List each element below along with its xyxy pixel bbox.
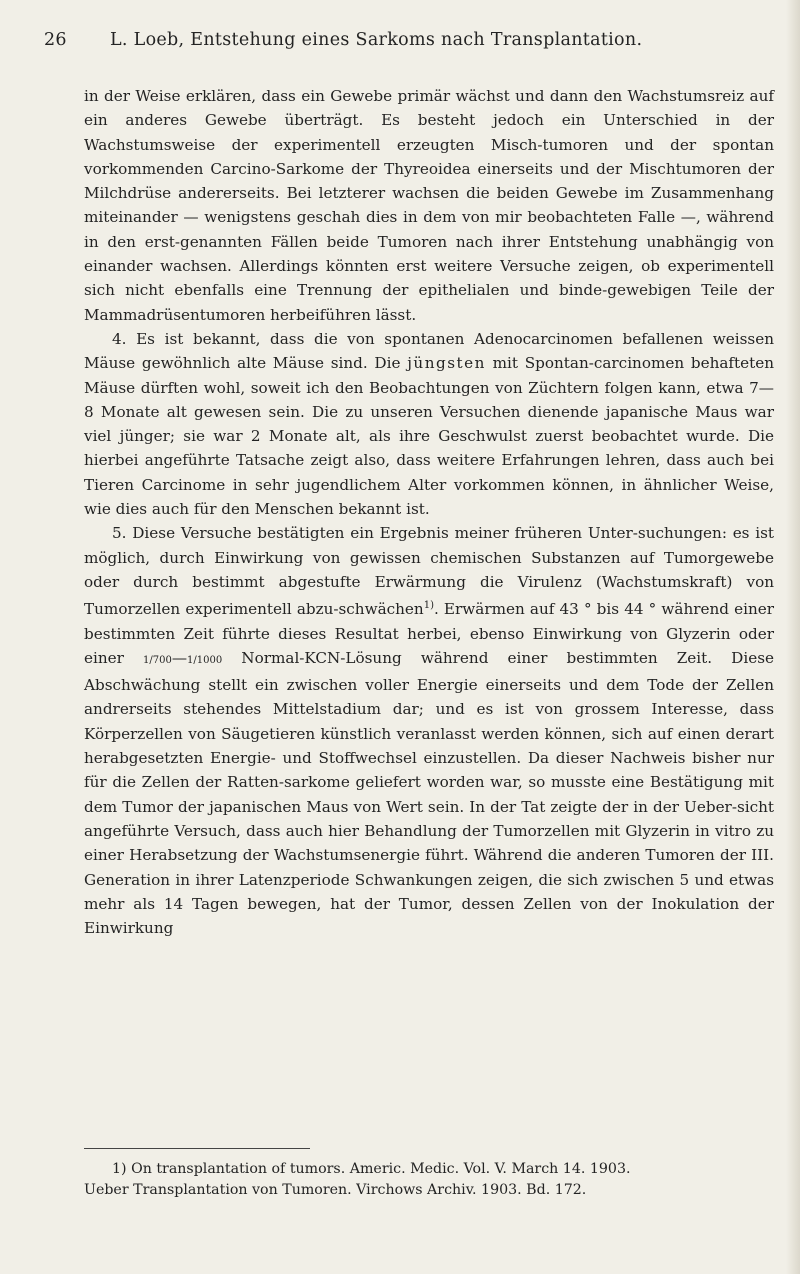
footnote-reference: 1) (423, 600, 434, 612)
page-number: 26 (44, 30, 67, 50)
running-header (44, 30, 764, 60)
page-edge-shadow (786, 0, 800, 1274)
emphasis-spaced: jüngsten (407, 354, 486, 373)
paragraph-2 (84, 327, 774, 521)
paragraph-3-part1: 5. Diese Versuche bestätigten ein Ergebnis meiner früheren Unter-suchungen: es ist möglich, durch Einwirkung von gewissen chemischen Substanzen auf Tumorgewebe oder durch bestimmt abgestufte Erwärmung die Virulenz (Wachstumskraft) von Tumorzellen experimentell abzu-schwächen (84, 524, 774, 619)
fraction-1-1000: 1/1000 (187, 654, 223, 666)
footnote-1-continued: Ueber Transplantation von Tumoren. Virchows Archiv. 1903. Bd. 172. (84, 1182, 587, 1198)
fraction-1-700: 1/700 (142, 654, 172, 666)
paragraph-3-part3: Normal-KCN-Lösung während einer bestimmten Zeit. Diese Abschwächung stellt ein zwischen voller Energie einerseits und dem Tode der Zellen andrerseits stehendes Mittelstadium dar; und es ist von grossem Interesse, dass Körperzellen von Säugetieren künstlich veranlasst werden können, sich auf einen derart herabgesetzten Energie- und Stoffwechsel einzustellen. Da dieser Nachweis bisher nur für die Zellen der Ratten-sarkome geliefert worden war, so musste eine Bestätigung mit dem Tumor der japanischen Maus von Wert sein. In der Tat zeigte der in der Ueber-sicht angeführte Versuch, dass auch hier Behandlung der Tumorzellen mit Glyzerin in vitro zu einer Herabsetzung der Wachstumsenergie führt. Während die anderen Tumoren der III. Generation in ihrer Latenzperiode Schwankungen zeigen, die sich zwischen 5 und etwas mehr als 14 Tagen bewegen, hat der Tumor, dessen Zellen von der Inokulation der Einwirkung (84, 648, 774, 938)
paragraph-2-rest: mit Spontan-carcinomen behafteten Mäuse dürften wohl, soweit ich den Beobachtungen von Züchtern folgen kann, etwa 7—8 Monate alt gewesen sein. Die zu unseren Versuchen dienende japanische Maus war viel jünger; sie war 2 Monate alt, als ihre Geschwulst zuerst beobachtet wurde. Die hierbei angeführte Tatsache zeigt also, dass weitere Erfahrungen lehren, dass auch bei Tieren Carcinome in sehr jugendlichem Alter vorkommen können, in ähnlicher Weise, wie dies auch für den Menschen bekannt ist. (84, 354, 775, 519)
body-text (84, 84, 774, 940)
running-title: L. Loeb, Entstehung eines Sarkoms nach Transplantation. (110, 30, 643, 50)
paragraph-3-part2: . Erwärmen auf 43 ° bis 44 ° während einer bestimmten Zeit führte dieses Resultat herbei, ebenso Einwirkung von Glyzerin oder einer (84, 600, 774, 667)
paragraph-3 (84, 521, 774, 940)
footnote-1: 1) On transplantation of tumors. Americ. Medic. Vol. V. March 14. 1903. (112, 1161, 631, 1177)
footnote-divider (84, 1148, 310, 1149)
footnotes (84, 1159, 774, 1201)
fraction-dash: — (171, 648, 187, 667)
paragraph-1: in der Weise erklären, dass ein Gewebe primär wächst und dann den Wachstumsreiz auf ein anderes Gewebe überträgt. Es besteht jedoch ein Unterschied in der Wachstumsweise der experimentell erzeugten Misch-tumoren und der spontan vorkommenden Carcino-Sarkome der Thyreoidea einerseits und der Mischtumoren der Milchdrüse andererseits. Bei letzterer wachsen die beiden Gewebe im Zusammenhang miteinander — wenigstens geschah dies in dem von mir beobachteten Falle —, während in den erst-genannten Fällen beide Tumoren nach ihrer Entstehung unabhängig von einander wachsen. Allerdings könnten erst weitere Versuche zeigen, ob experimentell sich nicht ebenfalls eine Trennung der epithelialen und binde-gewebigen Teile der Mammadrüsentumoren herbeiführen lässt. (84, 87, 774, 324)
paragraph-2-start: 4. Es ist bekannt, dass die von spontanen Adenocarcinomen befallenen weissen Mäuse gewöhnlich alte Mäuse sind. Die (84, 329, 774, 373)
